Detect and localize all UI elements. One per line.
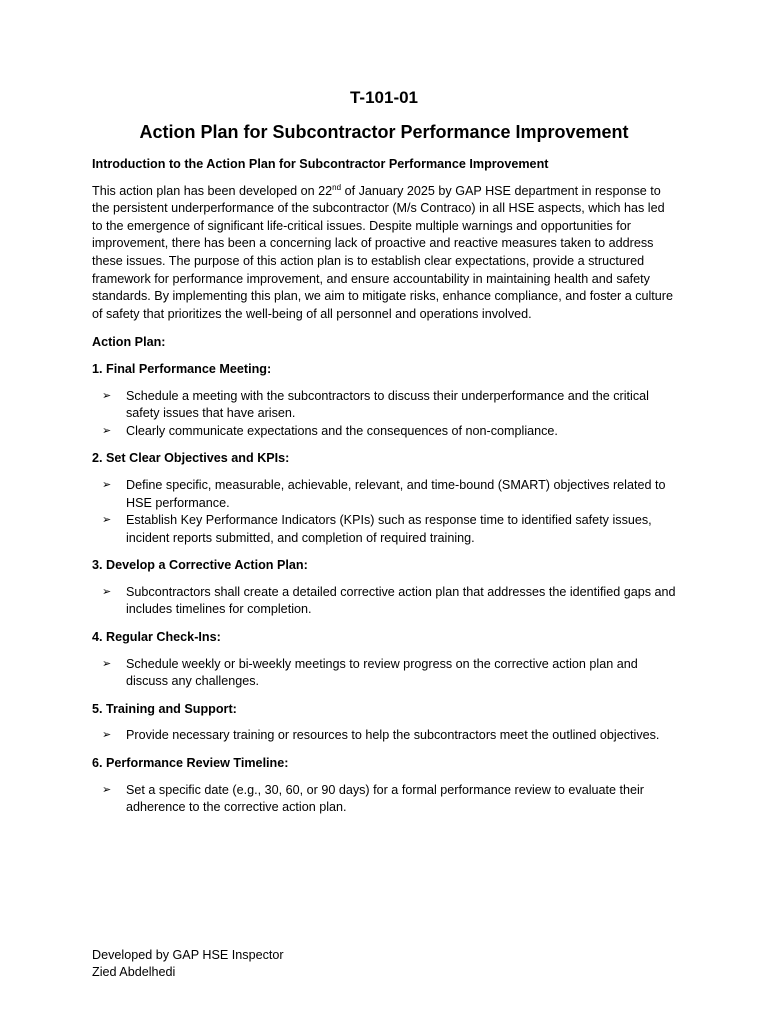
arrow-bullet-icon: ➢ (102, 478, 112, 491)
document-footer (92, 947, 284, 981)
intro-paragraph (92, 183, 678, 324)
intro-text-start: This action plan has been developed on 22 (92, 183, 333, 198)
section-4 (92, 629, 678, 691)
list-item-text: Provide necessary training or resources to help the subcontractors meet the outlined objectives. (126, 728, 660, 743)
list-item (92, 388, 678, 423)
bullet-list (92, 477, 678, 547)
list-item-text: Schedule weekly or bi-weekly meetings to review progress on the corrective action plan and discuss any challenges. (126, 656, 638, 689)
list-item-text: Set a specific date (e.g., 30, 60, or 90 days) for a formal performance review to evaluate their adherence to the corrective action plan. (126, 782, 645, 815)
bullet-list (92, 656, 678, 691)
footer-author-name: Zied Abdelhedi (92, 965, 176, 979)
arrow-bullet-icon: ➢ (102, 783, 112, 796)
section-heading: 1. Final Performance Meeting: (92, 361, 272, 376)
section-1 (92, 361, 678, 440)
list-item (92, 584, 678, 619)
section-6 (92, 755, 678, 817)
section-heading: 2. Set Clear Objectives and KPIs: (92, 451, 290, 466)
intro-heading: Introduction to the Action Plan for Subcontractor Performance Improvement (92, 157, 549, 171)
section-3 (92, 557, 678, 619)
list-item (92, 477, 678, 512)
bullet-list (92, 782, 678, 817)
document-code: T-101-01 (349, 88, 419, 107)
action-plan-label: Action Plan: (92, 335, 166, 350)
arrow-bullet-icon: ➢ (102, 389, 112, 402)
arrow-bullet-icon: ➢ (102, 424, 112, 437)
document-title: Action Plan for Subcontractor Performance Improvement (139, 122, 629, 142)
list-item (92, 656, 678, 691)
arrow-bullet-icon: ➢ (102, 585, 112, 598)
list-item (92, 423, 678, 441)
section-5 (92, 701, 678, 745)
arrow-bullet-icon: ➢ (102, 514, 112, 527)
section-heading: 3. Develop a Corrective Action Plan: (92, 558, 308, 573)
intro-text-rest: of January 2025 by GAP HSE department in response to the persistent underperformance of the subcontractor (M/s Contraco) in all HSE aspects, which has led to the emergence of significant life-critical issues. Despite multiple warnings and opportunities for improvement, there has been a concerning lack of proactive and reactive measures taken to address these issues. The purpose of this action plan is to establish clear expectations, provide a structured framework for performance improvement, and ensure accountability in maintaining health and safety standards. By implementing this plan, we aim to mitigate risks, enhance compliance, and foster a culture of safety that prioritizes the well-being of all personnel and operations involved. (92, 183, 673, 321)
section-2 (92, 450, 678, 547)
section-heading: 4. Regular Check-Ins: (92, 630, 221, 645)
bullet-list (92, 727, 678, 745)
list-item (92, 727, 678, 745)
list-item (92, 782, 678, 817)
section-heading: 5. Training and Support: (92, 701, 237, 716)
list-item-text: Establish Key Performance Indicators (KPIs) such as response time to identified safety issues, incident reports submitted, and completion of required training. (126, 513, 652, 545)
section-heading: 6. Performance Review Timeline: (92, 756, 289, 771)
bullet-list (92, 584, 678, 619)
footer-developed-by: Developed by GAP HSE Inspector (92, 948, 284, 962)
list-item-text: Schedule a meeting with the subcontractors to discuss their underperformance and the critical safety issues that have arisen. (126, 388, 649, 421)
list-item (92, 512, 678, 547)
document-body (92, 156, 678, 827)
list-item-text: Clearly communicate expectations and the consequences of non-compliance. (126, 423, 558, 438)
bullet-list (92, 388, 678, 441)
arrow-bullet-icon: ➢ (102, 729, 112, 742)
list-item-text: Subcontractors shall create a detailed corrective action plan that addresses the identified gaps and includes timelines for completion. (126, 584, 676, 617)
date-ordinal-suffix: nd (332, 182, 342, 192)
list-item-text: Define specific, measurable, achievable, relevant, and time-bound (SMART) objectives related to HSE performance. (126, 477, 666, 510)
arrow-bullet-icon: ➢ (102, 657, 112, 670)
